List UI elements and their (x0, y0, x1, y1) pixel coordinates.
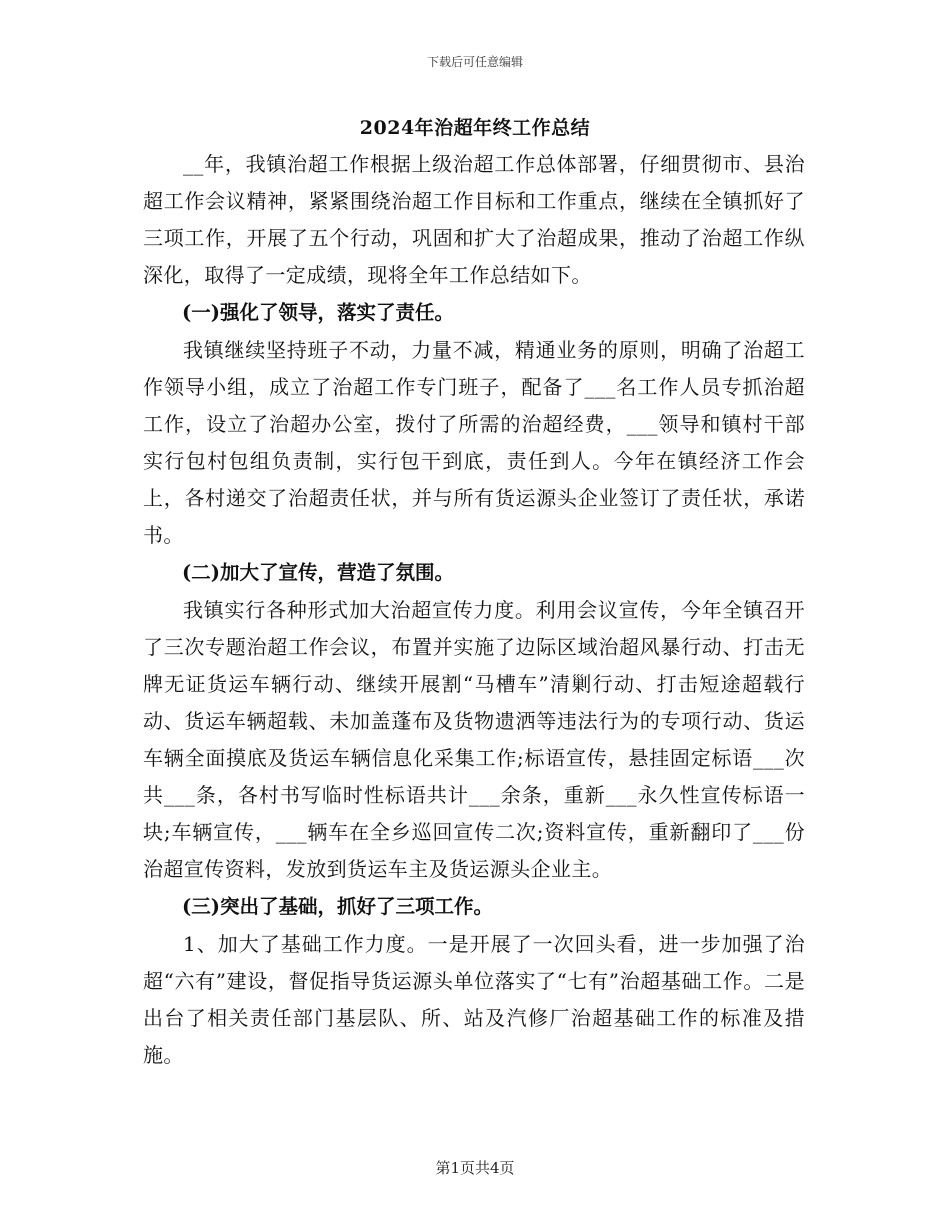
document-title: 2024年治超年终工作总结 (359, 117, 591, 139)
page-number: 第1页共4页 (435, 1159, 515, 1177)
section-paragraph-1: 我镇继续坚持班子不动，力量不减，精通业务的原则，明确了治超工作领导小组，成立了治超工作专门班子，配备了___名工作人员专抓治超工作，设立了治超办公室，拨付了所需的治超经费，___领导和镇村干部实行包村包组负责制，实行包干到底，责任到人。今年在镇经济工作会上，各村递交了治超责任状，并与所有货运源头企业签订了责任状，承诺书。 (143, 338, 805, 547)
section-paragraph-3: 1、加大了基础工作力度。一是开展了一次回头看，进一步加强了治超“六有”建设，督促指导货运源头单位落实了“七有”治超基础工作。二是出台了相关责任部门基层队、所、站及汽修厂治超基础工作的标准及措施。 (143, 932, 805, 1067)
section-heading-3: (三)突出了基础，抓好了三项工作。 (182, 895, 493, 918)
document-body (143, 146, 805, 1074)
section-heading-1: (一)强化了领导，落实了责任。 (182, 301, 454, 324)
header-note: 下载后可任意编辑 (426, 55, 523, 69)
section-paragraph-2: 我镇实行各种形式加大治超宣传力度。利用会议宣传，今年全镇召开了三次专题治超工作会议，布置并实施了边际区域治超风暴行动、打击无牌无证货运车辆行动、继续开展割“马槽车”清剿行动、打击短途超载行动、货运车辆超载、未加盖蓬布及货物遗洒等违法行为的专项行动、货运车辆全面摸底及货运车辆信息化采集工作;标语宣传，悬挂固定标语___次共___条，各村书写临时性标语共计___余条，重新___永久性宣传标语一块;车辆宣传，___辆车在全乡巡回宣传二次;资料宣传，重新翻印了___份治超宣传资料，发放到货运车主及货运源头企业主。 (143, 598, 805, 881)
section-heading-2: (二)加大了宣传，营造了氛围。 (182, 561, 454, 584)
intro-paragraph: __年，我镇治超工作根据上级治超工作总体部署，仔细贯彻市、县治超工作会议精神，紧紧围绕治超工作目标和工作重点，继续在全镇抓好了三项工作，开展了五个行动，巩固和扩大了治超成果，推动了治超工作纵深化，取得了一定成绩，现将全年工作总结如下。 (143, 152, 805, 287)
